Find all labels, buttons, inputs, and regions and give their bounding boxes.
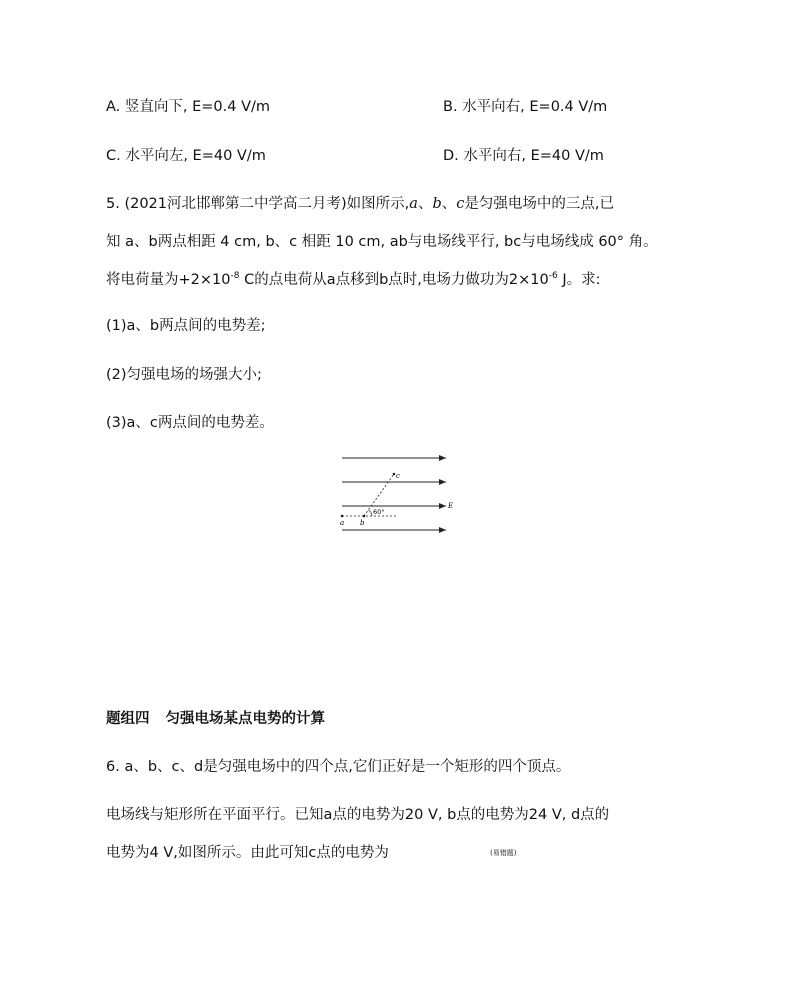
option-d: D. 水平向右, E=40 V/m	[443, 148, 604, 164]
label-a: a	[340, 519, 345, 527]
electric-field-diagram	[338, 448, 458, 540]
q5-line-3	[106, 268, 601, 289]
q5-line1-suffix: 是匀强电场中的三点,已	[464, 196, 614, 212]
exponent: -8	[230, 271, 240, 281]
angle-label: 60°	[373, 508, 385, 516]
q6-line-2: 电场线与矩形所在平面平行。已知a点的电势为20 V, b点的电势为24 V, d点的	[106, 807, 610, 823]
label-e: E	[448, 502, 454, 510]
point-a: a	[409, 196, 418, 212]
angle-arc	[369, 510, 373, 516]
section-label: 题组四	[106, 711, 150, 727]
point-b: b	[432, 196, 442, 212]
q6-line-1: 6. a、b、c、d是匀强电场中的四个点,它们正好是一个矩形的四个顶点。	[106, 759, 571, 775]
q5-line-1	[106, 192, 614, 213]
exponent: -6	[548, 271, 558, 281]
point-c-dot	[393, 473, 396, 476]
sep: 、	[417, 196, 433, 212]
q5-sub-2: (2)匀强电场的场强大小;	[106, 367, 262, 383]
point-a-dot	[341, 515, 344, 518]
q5-line3-b: C的点电荷从a点移到b点时,电场力做功为2×10	[239, 272, 549, 288]
section-heading	[106, 707, 325, 728]
point-b-dot	[363, 515, 366, 518]
point-c: c	[456, 196, 465, 212]
q5-line-2: 知 a、b两点相距 4 cm, b、c 相距 10 cm, ab与电场线平行, bc与电场线成 60° 角。	[106, 234, 658, 250]
option-a: A. 竖直向下, E=0.4 V/m	[106, 99, 271, 115]
q5-line1-prefix: 5. (2021河北邯郸第二中学高二月考)如图所示,	[106, 196, 410, 212]
q5-sub-1: (1)a、b两点间的电势差;	[106, 318, 266, 334]
label-b: b	[360, 519, 365, 527]
q5-line3-c: J。求:	[557, 272, 601, 288]
section-title: 匀强电场某点电势的计算	[165, 711, 325, 727]
label-c: c	[396, 472, 400, 480]
difficulty-hint: (易错题)	[490, 849, 517, 857]
q5-line3-a: 将电荷量为+2×10	[106, 272, 231, 288]
option-c: C. 水平向左, E=40 V/m	[106, 148, 266, 164]
q6-line-3: 电势为4 V,如图所示。由此可知c点的电势为	[106, 845, 389, 861]
q5-sub-3: (3)a、c两点间的电势差。	[106, 415, 274, 431]
sep: 、	[441, 196, 457, 212]
option-b: B. 水平向右, E=0.4 V/m	[443, 99, 608, 115]
